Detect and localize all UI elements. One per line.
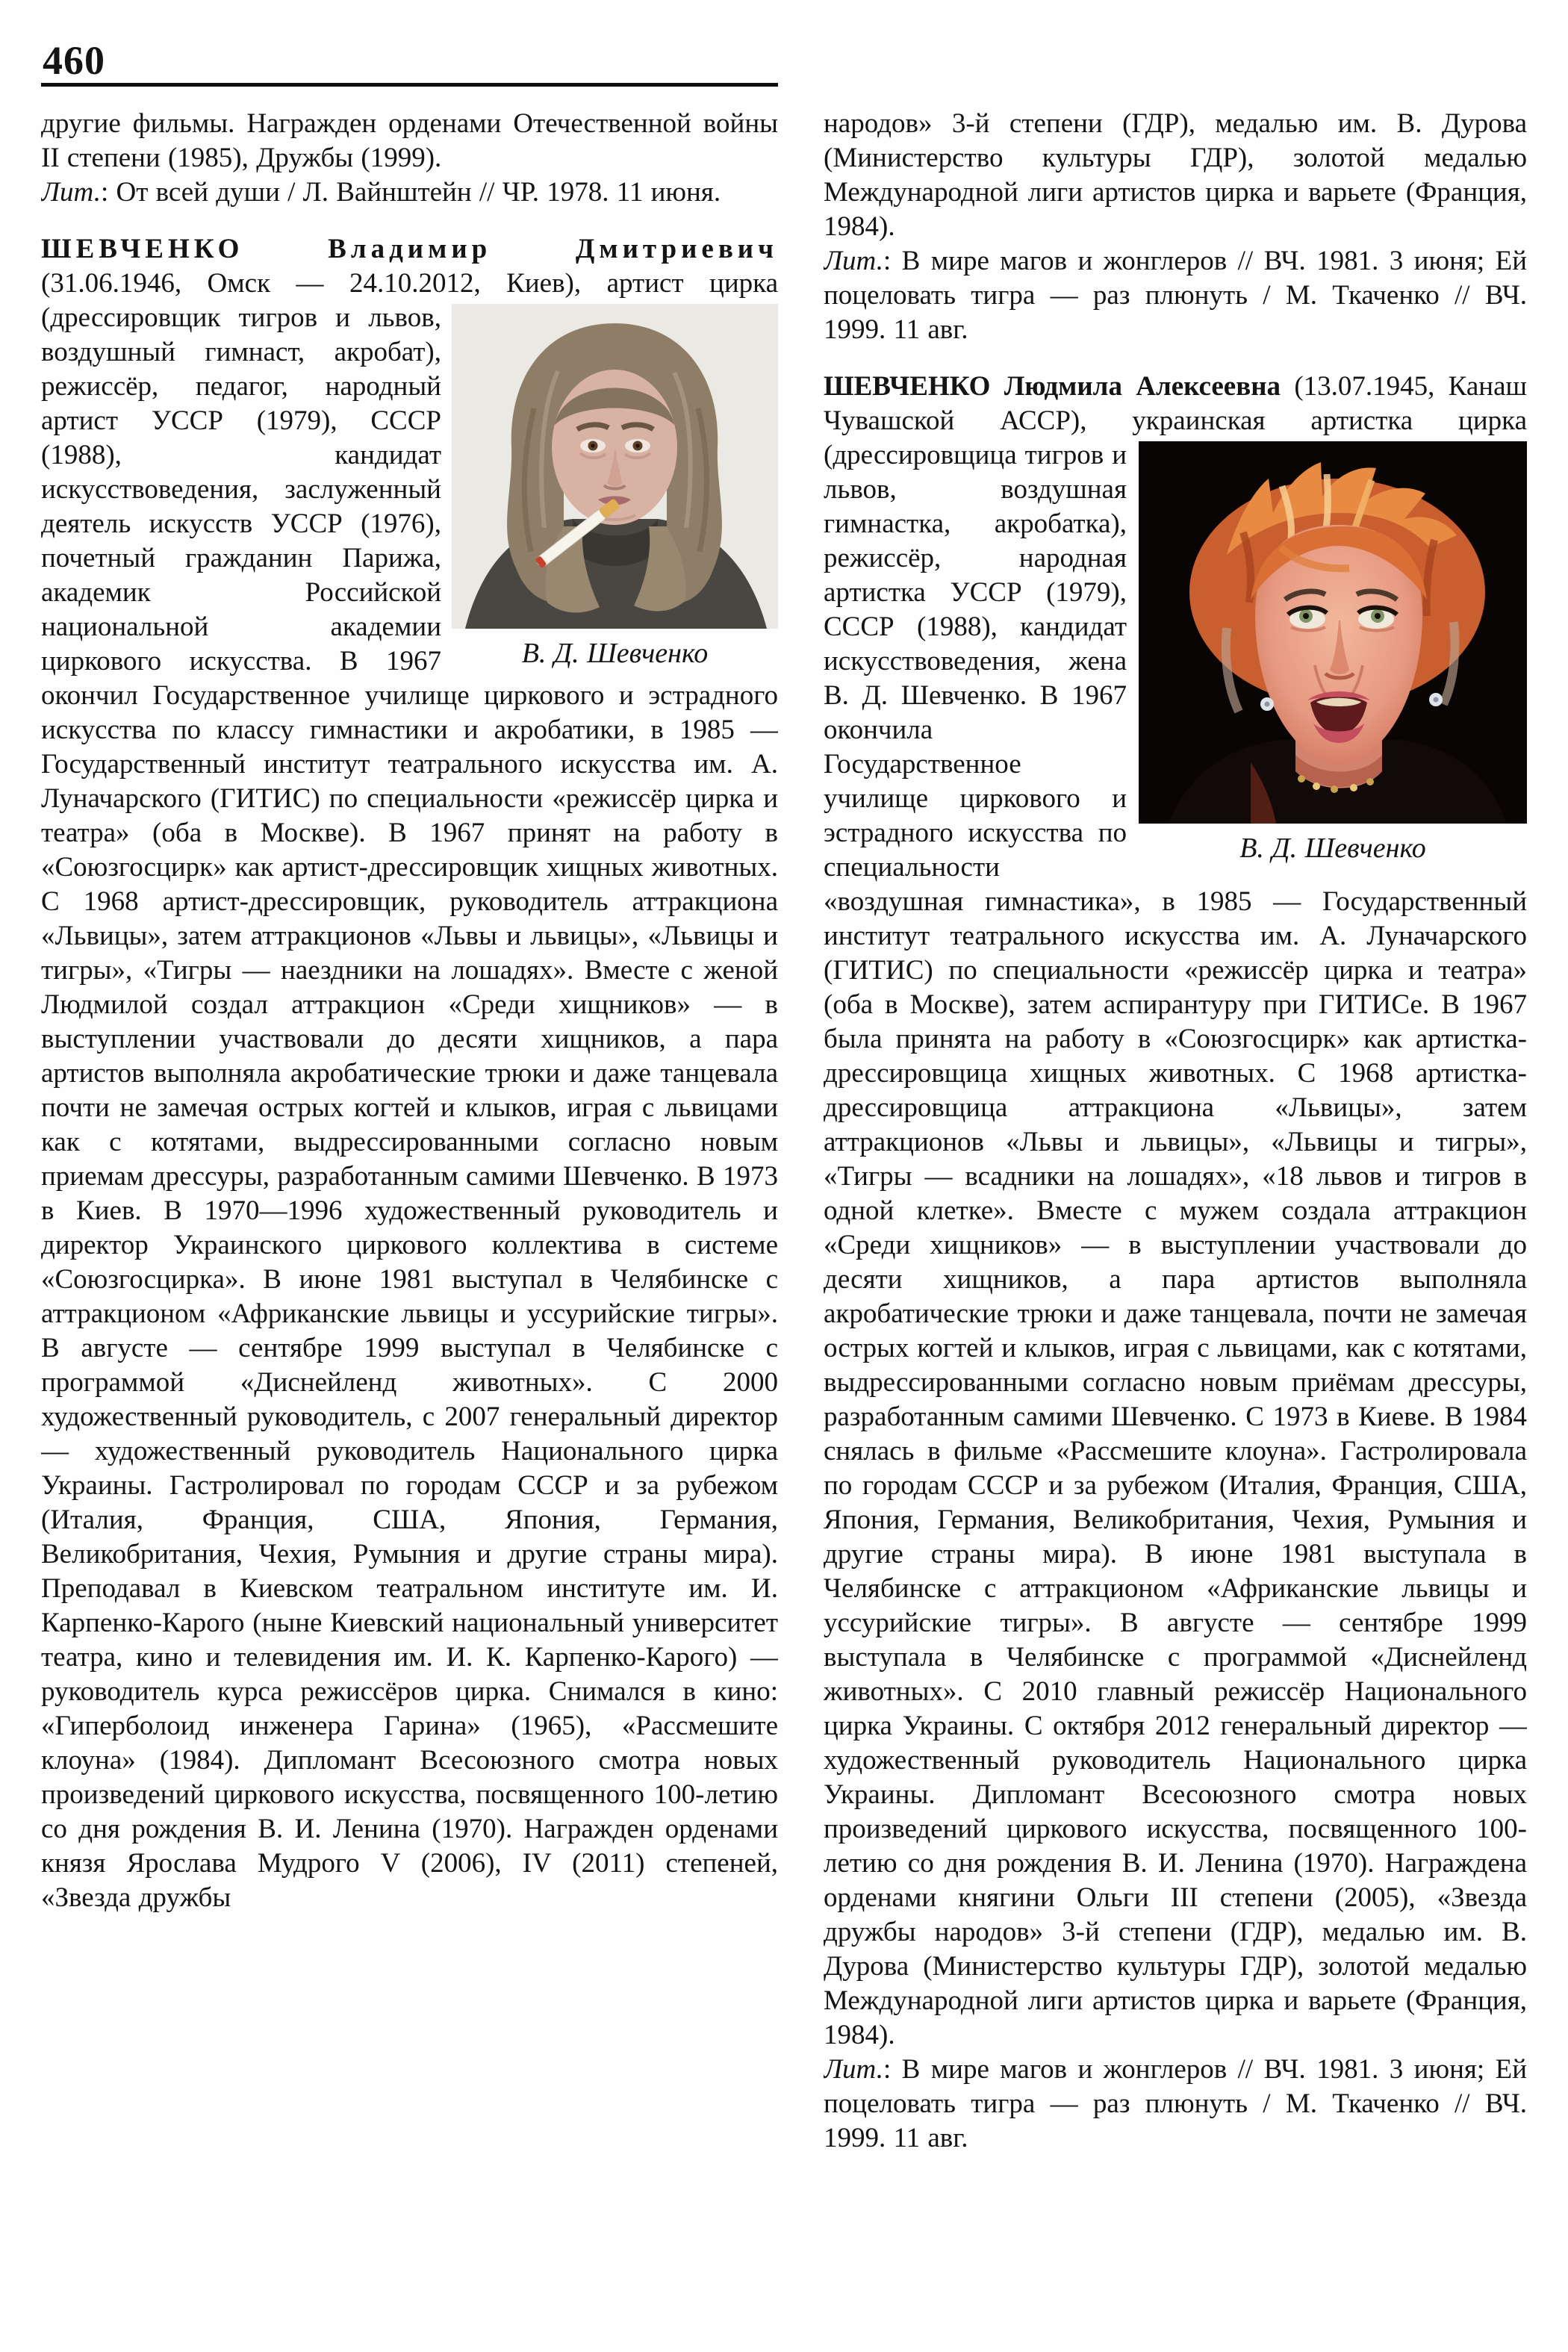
entry-vladimir-shevchenko	[41, 232, 778, 1915]
entry-name: ШЕВЧЕНКО Людмила Алексеевна	[824, 371, 1281, 402]
lit-label: Лит.	[824, 246, 883, 276]
lit-label: Лит.	[824, 2054, 883, 2085]
left-column	[41, 107, 778, 2332]
photo-caption-vladimir: В. Д. Шевченко	[521, 638, 709, 669]
lit-label: Лит.	[41, 177, 101, 208]
photo-figure-lyudmila	[1139, 441, 1527, 865]
lit-text: : В мире магов и жонглеров // ВЧ. 1981. 3 июня; Ей поцеловать тигра — раз плюнуть / М. Ткаченко // ВЧ. 1999. 11 авг.	[824, 246, 1527, 345]
lit-text: : В мире магов и жонглеров // ВЧ. 1981. 3 июня; Ей поцеловать тигра — раз плюнуть / М. Ткаченко // ВЧ. 1999. 11 авг.	[824, 2054, 1527, 2153]
lit-text: : От всей души / Л. Вайнштейн // ЧР. 1978. 11 июня.	[100, 177, 721, 208]
entry-lyudmila-shevchenko	[824, 370, 1527, 2053]
entry-body: цирка (дрессировщица тигров и львов, воздушная гимнастка, акробатка), режиссёр, народная артистка УССР (1979), СССР (1988), кандидат искусствоведения, жена В. Д. Шевченко. В 1967 окончила Государственное училище циркового и эстрадного искусства по специальности «воздушная гимнастика», в 1985 — Государственный институт театрального искусства им. А. Луначарского (ГИТИС) по специальности «режиссёр цирка и театра» (оба в Москве), затем аспирантуру при ГИТИСе. В 1967 была принята на работу в «Союзгосцирк» как артистка-дрессировщица хищных животных. С 1968 артистка-дрессировщица аттракциона «Львицы», затем аттракционов «Львы и львицы», «Львицы и тигры», «Тигры — всадники на лошадях», «18 львов и тигров в одной клетке». Вместе с мужем создала аттракцион «Среди хищников» — в выступлении участвовали до десяти хищников, а пара артистов выполняла акробатические трюки и даже танцевала, почти не замечая острых когтей и клыков, играя с львицами, как с котятами, выдрессированными согласно новым приёмам дрессуры, разработанным самими Шевченко. С 1973 в Киеве. В 1984 снялась в фильме «Рассмешите клоуна». Гастролировала по городам СССР и за рубежом (Италия, Франция, США, Япония, Германия, Великобритания, Чехия, Румыния и другие страны мира). В июне 1981 выступала в Челябинске с аттракционом «Африканские львицы и уссурийские тигры». В августе — сентябре 1999 выступала в Челябинске с программой «Диснейленд животных». С 2010 главный режиссёр Национального цирка Украины. С октября 2012 генеральный директор — художественный руководитель Национального цирка Украины. Дипломант Всесоюзного смотра новых произведений циркового искусства, посвященного 100-летию со дня рождения В. И. Ленина (1970). Награждена орденами княгини Ольги III степени (2005), «Звезда дружбы народов» 3-й степени (ГДР), медалью им. В. Дурова (Министерство культуры ГДР), золотой медалью Международной лиги артистов цирка и варьете (Франция, 1984).	[824, 405, 1527, 2050]
continuation-paragraph: народов» 3-й степени (ГДР), медалью им. В. Дурова (Министерство культуры ГДР), золотой медалью Международной лиги артистов цирка и варьете (Франция, 1984).	[824, 108, 1527, 242]
literature-paragraph	[41, 175, 778, 210]
header-rule	[41, 83, 778, 87]
page-number: 460	[43, 38, 105, 83]
literature-paragraph	[824, 244, 1527, 347]
photo-lyudmila-shevchenko	[1139, 441, 1527, 824]
right-column	[824, 107, 1527, 2343]
photo-caption-lyudmila: В. Д. Шевченко	[1239, 833, 1426, 864]
literature-paragraph	[824, 2053, 1527, 2156]
photo-vladimir-shevchenko	[452, 304, 778, 629]
entry-lead: (13.07.1945, Канаш Чувашской АССР), украинская артистка	[824, 371, 1527, 436]
entry-name: ШЕВЧЕНКО Владимир Дмитриевич	[41, 234, 778, 264]
continuation-paragraph: другие фильмы. Награжден орденами Отечественной войны II степени (1985), Дружбы (1999).	[41, 108, 778, 173]
photo-figure-vladimir	[452, 304, 778, 671]
entry-body: цирка (дрессировщик тигров и львов, воздушный гимнаст, акробат), режиссёр, педагог, народный артист УССР (1979), СССР (1988), кандидат искусствоведения, заслуженный деятель искусств УССР (1976), почетный гражданин Парижа, академик Российской национальной академии циркового искусства. В 1967 окончил Государственное училище циркового и эстрадного искусства по классу гимнастики и акробатики, в 1985 — Государственный институт театрального искусства им. А. Луначарского (ГИТИС) по специальности «режиссёр цирка и театра» (оба в Москве). В 1967 принят на работу в «Союзгосцирк» как артист-дрессировщик хищных животных. С 1968 артист-дрессировщик, руководитель аттракциона «Львицы», затем аттракционов «Львы и львицы», «Львицы и тигры», «Тигры — наездники на лошадях». Вместе с женой Людмилой создал аттракцион «Среди хищников» — в выступлении участвовали до десяти хищников, а пара артистов выполняла акробатические трюки и даже танцевала почти не замечая острых когтей и клыков, играя с львицами как с котятами, выдрессированными согласно новым приемам дрессуры, разработанным самими Шевченко. В 1973 в Киев. В 1970—1996 художественный руководитель и директор Украинского циркового коллектива в системе «Союзгосцирка». В июне 1981 выступал в Челябинске с аттракционом «Африканские львицы и уссурийские тигры». В августе — сентябре 1999 выступал в Челябинске с программой «Диснейленд животных». С 2000 художественный руководитель, с 2007 генеральный директор — художественный руководитель Национального цирка Украины. Гастролировал по городам СССР и за рубежом (Италия, Франция, США, Япония, Германия, Великобритания, Чехия, Румыния и другие страны мира). Преподавал в Киевском театральном институте им. И. Карпенко-Карого (ныне Киевский национальный университет театра, кино и телевидения им. И. К. Карпенко-Карого) — руководитель курса режиссёров цирка. Снимался в кино: «Гиперболоид инженера Гарина» (1965), «Рассмешите клоуна» (1984). Дипломант Всесоюзного смотра новых произведений циркового искусства, посвященного 100-летию со дня рождения В. И. Ленина (1970). Награжден орденами князя Ярослава Мудрого V (2006), IV (2011) степеней, «Звезда дружбы	[41, 268, 778, 1913]
entry-lead: (31.06.1946, Омск — 24.10.2012, Киев), артист	[41, 268, 710, 299]
